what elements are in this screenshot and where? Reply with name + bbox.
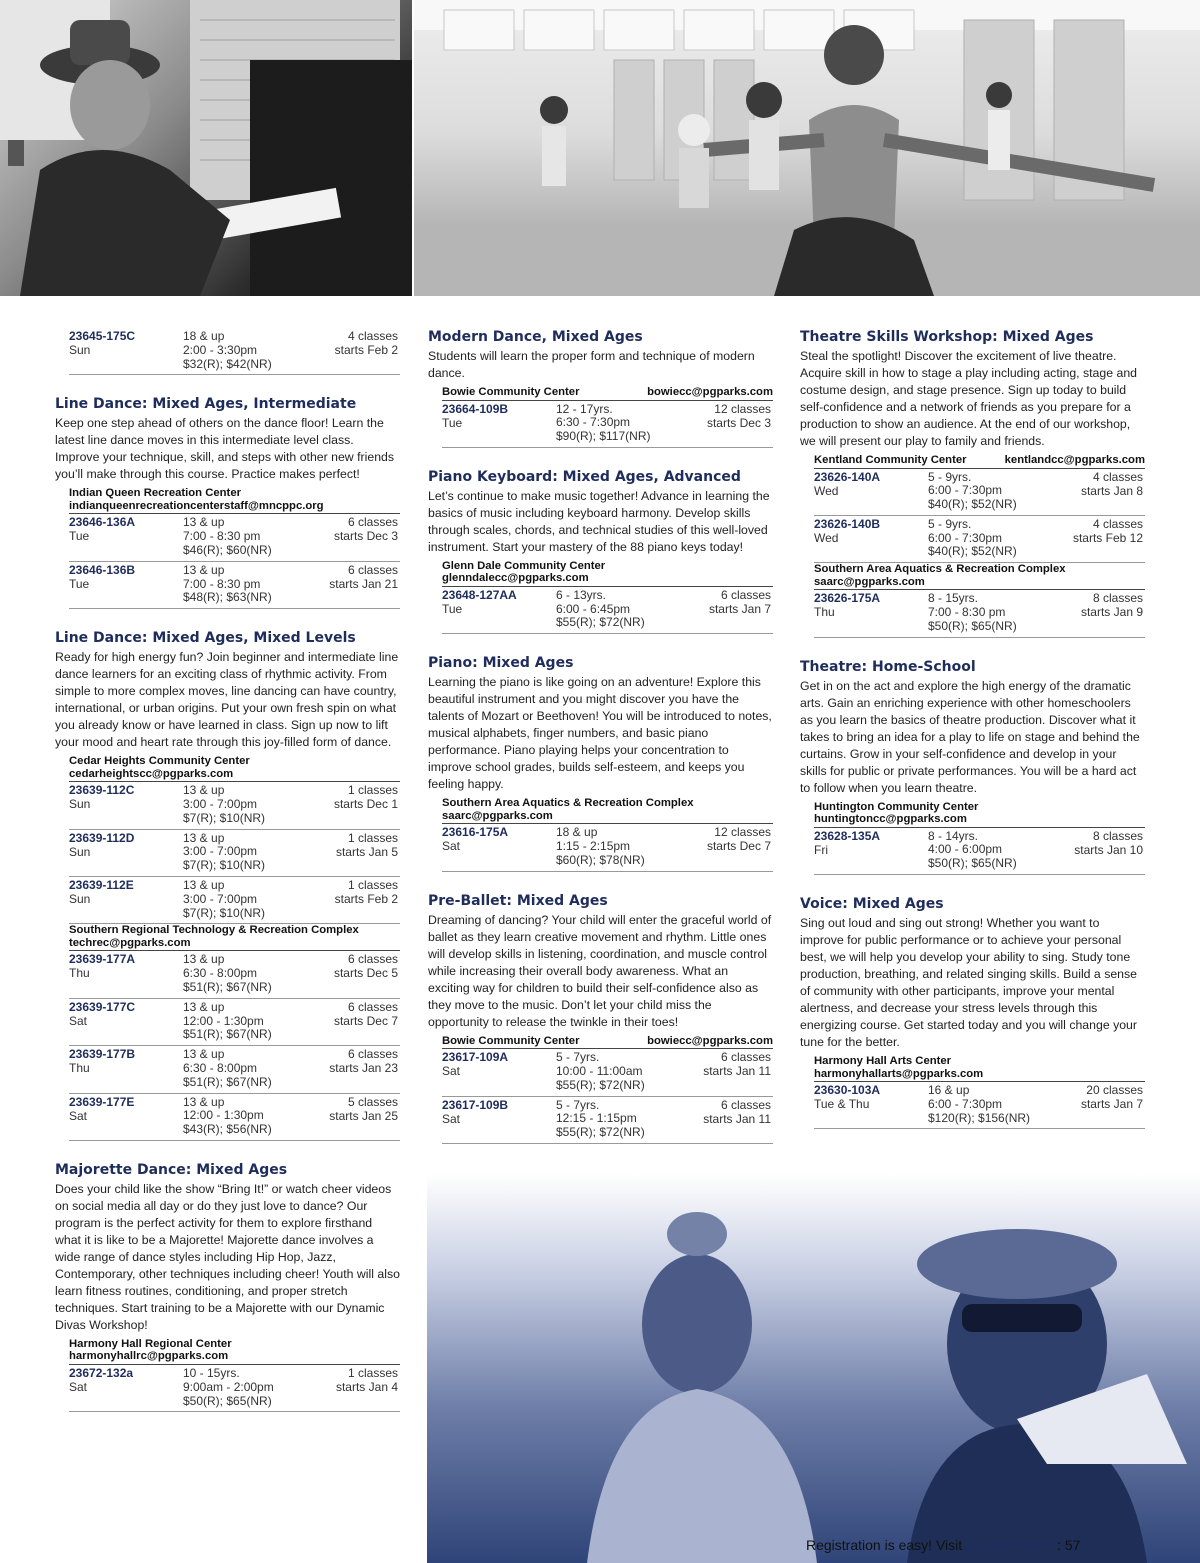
course-block: [800, 895, 1145, 1129]
session-start-date: starts Jan 11: [703, 1111, 771, 1126]
course-description: Does your child like the show “Bring It!” or watch cheer videos on social media all day or do they just love to dance? Our program is the perfect activity for them to explore firsthand what it is like to be a Majorette! Majorette dance involves a wide range of dance styles including Hip Hop, Jazz, Contemporary, other techniques including cheer! Youth will also learn fitness routines, conditioning, and proper stretch techniques. Start training to be a Majorette with our Dynamic Divas Workshop!: [55, 1181, 400, 1332]
course-block: [55, 629, 400, 1141]
session-time: 6:00 - 7:30pm: [928, 530, 1003, 545]
session-row: [69, 782, 400, 829]
course-code: 23646-136B: [69, 562, 136, 577]
session-start-date: starts Jan 21: [329, 576, 398, 591]
session-ages: 13 & up: [183, 1047, 225, 1062]
session-row: [69, 328, 400, 375]
location-header: [69, 755, 400, 782]
session-day: Sat: [442, 839, 461, 854]
location-name: Huntington Community Center: [814, 800, 979, 813]
column-left: [55, 328, 400, 1432]
course-description: Let’s continue to make music together! Advance in learning the basics of music including keyboard harmony. Develop skills through scales, chords, and technical studies of this well-loved instrument. Start your mastery of the 88 piano keys today!: [428, 488, 770, 554]
location-email[interactable]: saarc@pgparks.com: [814, 575, 925, 588]
course-title: Piano Keyboard: Mixed Ages, Advanced: [428, 468, 741, 485]
course-description: Dreaming of dancing? Your child will enter the graceful world of ballet as they learn creative movement and rhythm. Little ones will develop skills in listening, coordination, and muscle control while increasing their overall body awareness. What an exciting way for children to build their self-confidence also as they move to the music. Don’t let your child miss the opportunity to release the twinkle in their toes!: [428, 912, 772, 1029]
session-day: Thu: [814, 605, 835, 620]
course-title: Theatre Skills Workshop: Mixed Ages: [800, 329, 1094, 345]
course-code: 23639-112C: [69, 783, 135, 798]
session-day: Sun: [69, 844, 91, 859]
column-middle: [428, 328, 773, 1164]
session-row: [69, 1365, 400, 1412]
session-time: 9:00am - 2:00pm: [183, 1379, 274, 1394]
session-day: Thu: [69, 1061, 90, 1076]
course-code: 23645-175C: [69, 329, 136, 343]
session-start-date: starts Dec 5: [333, 966, 398, 981]
session-ages: 8 - 14yrs.: [928, 828, 979, 843]
course-block: [800, 658, 1145, 875]
session-time: 6:00 - 7:30pm: [928, 1096, 1003, 1111]
session-ages: 13 & up: [183, 952, 225, 967]
course-code: 23672-132a: [69, 1365, 134, 1380]
session-class-count: 1 classes: [347, 877, 398, 892]
location-header: [814, 454, 1145, 469]
session-ages: 8 - 15yrs.: [928, 591, 979, 606]
course-code: 23639-177C: [69, 999, 136, 1014]
page-footer: Registration is easy! Visit pgparks.com : 57: [806, 1537, 1081, 1553]
course-code: 23646-136A: [69, 515, 136, 530]
session-time: 7:00 - 8:30 pm: [183, 576, 261, 591]
session-start-date: starts Jan 7: [708, 601, 771, 616]
location-email[interactable]: techrec@pgparks.com: [69, 936, 191, 949]
session-class-count: 8 classes: [1092, 591, 1143, 606]
session-ages: 13 & up: [183, 515, 225, 530]
session-time: 3:00 - 7:00pm: [183, 796, 258, 811]
course-description: Get in on the act and explore the high energy of the dramatic arts. Gain an enriching experience with other homeschoolers as you learn the basics of theatre production. Discover what it takes to bring an idea for a play to life on stage and behind the curtains. Grow in your self-confidence and develop in your skills for public or private performances. You will be a hard act to follow when you learn theatre.: [800, 678, 1140, 795]
location-email[interactable]: harmonyhallrc@pgparks.com: [69, 1350, 229, 1363]
session-time: 12:00 - 1:30pm: [183, 1013, 264, 1028]
session-day: Sun: [69, 797, 91, 812]
course-title: Line Dance: Mixed Ages, Mixed Levels: [55, 630, 356, 647]
session-day: Sun: [69, 891, 91, 906]
session-fee: $50(R); $65(NR): [183, 1393, 272, 1408]
session-start-date: starts Jan 25: [329, 1108, 398, 1123]
session-fee: $55(R); $72(NR): [556, 615, 645, 630]
session-time: 7:00 - 8:30 pm: [183, 529, 261, 544]
session-row: [69, 830, 400, 877]
session-start-date: starts Jan 5: [335, 844, 398, 859]
page-number: 57: [1064, 1537, 1081, 1553]
session-row: [814, 828, 1145, 875]
session-start-date: starts Feb 2: [334, 891, 398, 906]
course-description: Keep one step ahead of others on the dance floor! Learn the latest line dance moves in this intermediate level class. Improve your technique, skill, and steps with other new friends you’ll make through this course. Practice makes perfect!: [55, 416, 395, 482]
footer-url[interactable]: pgparks.com: [966, 1537, 1054, 1553]
footer-text: Registration is easy! Visit: [806, 1537, 967, 1553]
session-ages: 13 & up: [183, 562, 225, 577]
session-time: 3:00 - 7:00pm: [183, 844, 258, 859]
session-row: [442, 587, 773, 634]
session-fee: $40(R); $52(NR): [928, 544, 1017, 559]
session-row: [814, 469, 1145, 516]
session-fee: $48(R); $63(NR): [183, 590, 272, 605]
session-class-count: 6 classes: [347, 952, 398, 967]
session-ages: 18 & up: [183, 329, 225, 343]
session-class-count: 6 classes: [347, 999, 398, 1014]
session-start-date: starts Jan 8: [1080, 483, 1143, 498]
session-row: [69, 877, 400, 924]
location-header: [442, 797, 773, 824]
session-fee: $120(R); $156(NR): [928, 1110, 1031, 1125]
location-header: [69, 487, 400, 514]
course-title: Majorette Dance: Mixed Ages: [55, 1161, 288, 1178]
location-name: Southern Area Aquatics & Recreation Complex: [442, 797, 694, 810]
course-description: Sing out loud and sing out strong! Whether you want to improve for public performance or to achieve your personal best, we will help you develop your ability to sing. Study tone production, breathing, and related singing skills. Build a sense of community with other participants, improve your mental alertness, and decrease your stress levels through this energizing course. Get started today and you will change your tune for the better.: [800, 916, 1138, 1050]
session-time: 6:00 - 7:30pm: [928, 483, 1003, 498]
location-email[interactable]: indianqueenrecreationcenterstaff@mncppc.org: [69, 499, 324, 512]
session-day: Sat: [442, 1064, 461, 1079]
session-time: 12:00 - 1:30pm: [183, 1108, 264, 1123]
session-start-date: starts Jan 23: [329, 1061, 398, 1076]
location-email[interactable]: saarc@pgparks.com: [442, 809, 553, 822]
session-class-count: 6 classes: [347, 562, 398, 577]
location-name: Kentland Community Center: [814, 454, 967, 466]
session-class-count: 1 classes: [347, 830, 398, 845]
session-start-date: starts Jan 7: [1080, 1097, 1143, 1112]
course-code: 23626-140A: [814, 469, 881, 484]
session-class-count: 4 classes: [347, 329, 398, 343]
session-day: Tue: [69, 529, 90, 544]
session-fee: $60(R); $78(NR): [556, 852, 645, 867]
session-row: [442, 1049, 773, 1096]
course-block: [428, 654, 773, 871]
piano-photo-illustration: [0, 0, 412, 296]
course-code: 23626-175A: [814, 591, 881, 606]
session-fee: $55(R); $72(NR): [556, 1125, 645, 1140]
session-class-count: 1 classes: [347, 783, 398, 798]
course-block: [800, 328, 1145, 638]
session-row: [814, 516, 1145, 563]
location-header: [442, 1035, 773, 1050]
session-row: [69, 999, 400, 1046]
session-fee: $7(R); $10(NR): [183, 905, 266, 920]
course-block: [428, 892, 773, 1144]
location-email[interactable]: cedarheightscc@pgparks.com: [69, 767, 234, 780]
location-header: [69, 1338, 400, 1365]
location-header: [814, 1055, 1145, 1082]
session-time: 6:00 - 6:45pm: [556, 601, 631, 616]
course-code: 23639-177A: [69, 952, 136, 967]
session-day: Thu: [69, 966, 90, 981]
session-start-date: starts Dec 3: [333, 529, 398, 544]
course-code: 23616-175A: [442, 825, 509, 840]
session-ages: 5 - 9yrs.: [928, 516, 972, 531]
session-day: Tue: [442, 415, 463, 430]
session-fee: $32(R); $42(NR): [183, 356, 272, 371]
session-start-date: starts Jan 9: [1080, 605, 1143, 620]
session-day: Wed: [814, 483, 839, 498]
session-day: Sat: [442, 1111, 461, 1126]
session-ages: 13 & up: [183, 877, 225, 892]
location-name: Harmony Hall Regional Center: [69, 1337, 232, 1350]
session-ages: 13 & up: [183, 830, 225, 845]
session-fee: $55(R); $72(NR): [556, 1077, 645, 1092]
session-row: [69, 951, 400, 998]
session-row: [814, 1082, 1145, 1129]
session-class-count: 4 classes: [1092, 469, 1143, 484]
session-time: 12:15 - 1:15pm: [556, 1111, 637, 1126]
session-fee: $7(R); $10(NR): [183, 858, 266, 873]
column-right: [800, 328, 1145, 1149]
session-fee: $46(R); $60(NR): [183, 542, 272, 557]
session-ages: 5 - 7yrs.: [556, 1050, 600, 1065]
dance-photo-illustration: [414, 0, 1200, 296]
session-class-count: 8 classes: [1092, 828, 1143, 843]
location-email[interactable]: glenndalecc@pgparks.com: [442, 572, 589, 585]
session-fee: $51(R); $67(NR): [183, 1074, 272, 1089]
course-code: 23628-135A: [814, 828, 881, 843]
session-start-date: starts Dec 7: [706, 839, 771, 854]
course-code: 23664-109B: [442, 401, 509, 416]
course-block: [428, 468, 773, 634]
dance-class-photo: [414, 0, 1200, 296]
course-code: 23630-103A: [814, 1083, 881, 1098]
session-fee: $50(R); $65(NR): [928, 856, 1017, 871]
course-description: Ready for high energy fun? Join beginner and intermediate line dance learners for an exciting class of rhythmic activity. From simple to more complex moves, line dancing can have country, international, or urban origins. Put your own fresh spin on what you already know or have learned in class. Sign up now to lift your mood and heart rate through this joy-filled form of dance.: [55, 650, 399, 750]
session-row: [442, 1097, 773, 1144]
session-start-date: starts Feb 12: [1072, 530, 1143, 545]
session-fee: $43(R); $56(NR): [183, 1122, 272, 1137]
location-header: [442, 386, 773, 401]
session-day: Sat: [69, 1108, 88, 1123]
session-ages: 5 - 9yrs.: [928, 469, 972, 484]
session-class-count: 6 classes: [347, 515, 398, 530]
session-time: 4:00 - 6:00pm: [928, 842, 1003, 857]
session-class-count: 12 classes: [714, 825, 771, 840]
location-name: Southern Regional Technology & Recreation Complex: [69, 924, 359, 937]
session-day: Tue: [69, 576, 90, 591]
course-block: [55, 328, 400, 375]
course-title: Theatre: Home-School: [800, 658, 976, 675]
session-class-count: 5 classes: [347, 1094, 398, 1109]
location-name: Indian Queen Recreation Center: [69, 487, 242, 500]
location-name: Southern Area Aquatics & Recreation Complex: [814, 563, 1066, 576]
session-class-count: 6 classes: [720, 1050, 771, 1065]
location-row: [442, 386, 773, 399]
session-class-count: 6 classes: [347, 1047, 398, 1062]
session-ages: 5 - 7yrs.: [556, 1097, 600, 1112]
session-start-date: starts Jan 4: [335, 1379, 398, 1394]
course-title: Line Dance: Mixed Ages, Intermediate: [55, 396, 357, 413]
course-code: 23639-177B: [69, 1047, 136, 1062]
session-start-date: starts Dec 1: [333, 797, 398, 812]
session-ages: 10 - 15yrs.: [183, 1365, 240, 1380]
session-row: [442, 824, 773, 871]
session-day: Tue: [442, 601, 463, 616]
course-title: Pre-Ballet: Mixed Ages: [428, 892, 608, 909]
voice-class-photo: [427, 1174, 1200, 1563]
course-title: Voice: Mixed Ages: [800, 896, 944, 913]
course-description: Learning the piano is like going on an adventure! Explore this beautiful instrument and you might discover you have the talents of Mozart or Beethoven! You will be introduced to notes, musical alphabets, finger numbers, and basic piano performance. Piano playing helps your concentration to improve school grades, builds self-esteem, and keeps you feeling happy.: [428, 675, 772, 792]
course-block: [55, 395, 400, 609]
session-row: [69, 1094, 400, 1141]
course-code: 23648-127AA: [442, 587, 517, 602]
location-email[interactable]: huntingtoncc@pgparks.com: [814, 813, 967, 826]
session-class-count: 12 classes: [714, 401, 771, 416]
location-row: [442, 1035, 773, 1048]
session-row: [69, 562, 400, 609]
session-fee: $50(R); $65(NR): [928, 618, 1017, 633]
session-day: Fri: [814, 842, 828, 857]
location-name: Harmony Hall Arts Center: [814, 1055, 952, 1068]
session-ages: 13 & up: [183, 1094, 225, 1109]
location-name: Bowie Community Center: [442, 1034, 580, 1047]
session-time: 7:00 - 8:30 pm: [928, 605, 1006, 620]
course-code: 23617-109B: [442, 1097, 509, 1112]
session-ages: 13 & up: [183, 999, 225, 1014]
location-header: [442, 560, 773, 587]
location-email[interactable]: bowiecc@pgparks.com: [647, 386, 773, 398]
session-fee: $90(R); $117(NR): [556, 429, 651, 444]
session-row: [442, 401, 773, 448]
session-time: 6:30 - 7:30pm: [556, 415, 631, 430]
location-email[interactable]: harmonyhallarts@pgparks.com: [814, 1067, 984, 1080]
session-start-date: starts Jan 10: [1074, 842, 1143, 857]
location-name: Glenn Dale Community Center: [442, 559, 606, 572]
session-day: Sat: [69, 1013, 88, 1028]
location-email[interactable]: kentlandcc@pgparks.com: [1004, 454, 1145, 466]
session-fee: $51(R); $67(NR): [183, 979, 272, 994]
course-code: 23639-112D: [69, 830, 135, 845]
location-name: Bowie Community Center: [442, 386, 580, 398]
session-day: Sun: [69, 343, 91, 357]
course-description: Steal the spotlight! Discover the excitement of live theatre. Acquire skill in how to stage a play including acting, stage and costume design, and stage presence. Sign up today to build self-confidence and a network of friends as you prepare for a production to show an audience. At the end of our workshop, we will present our play to family and friends.: [800, 349, 1137, 448]
session-start-date: starts Jan 11: [703, 1064, 771, 1079]
location-header: [814, 563, 1145, 590]
course-title: Piano: Mixed Ages: [428, 655, 574, 672]
session-time: 6:30 - 8:00pm: [183, 966, 258, 981]
course-title: Modern Dance, Mixed Ages: [428, 329, 643, 345]
session-row: [69, 1046, 400, 1093]
session-class-count: 20 classes: [1086, 1083, 1143, 1098]
session-start-date: starts Feb 2: [334, 343, 398, 357]
session-start-date: starts Dec 3: [706, 415, 771, 430]
session-day: Sat: [69, 1379, 88, 1394]
course-block: [428, 328, 773, 448]
session-ages: 6 - 13yrs.: [556, 587, 607, 602]
session-start-date: starts Dec 7: [333, 1013, 398, 1028]
session-fee: $51(R); $67(NR): [183, 1027, 272, 1042]
session-time: 1:15 - 2:15pm: [556, 839, 631, 854]
location-header: [69, 924, 400, 951]
course-code: 23639-177E: [69, 1094, 135, 1109]
session-time: 6:30 - 8:00pm: [183, 1060, 258, 1075]
session-ages: 18 & up: [556, 825, 598, 840]
session-time: 2:00 - 3:30pm: [183, 342, 258, 357]
piano-player-photo: [0, 0, 412, 296]
session-fee: $40(R); $52(NR): [928, 497, 1017, 512]
course-code: 23639-112E: [69, 877, 134, 892]
session-time: 10:00 - 11:00am: [556, 1063, 643, 1078]
course-code: 23626-140B: [814, 516, 881, 531]
course-block: [55, 1161, 400, 1412]
session-class-count: 6 classes: [720, 1097, 771, 1112]
session-class-count: 4 classes: [1092, 516, 1143, 531]
session-row: [814, 590, 1145, 637]
course-code: 23617-109A: [442, 1050, 509, 1065]
location-header: [814, 801, 1145, 828]
session-fee: $7(R); $10(NR): [183, 810, 266, 825]
session-day: Tue & Thu: [814, 1097, 870, 1112]
session-row: [69, 514, 400, 561]
voice-photo-illustration: [427, 1174, 1200, 1563]
session-class-count: 6 classes: [720, 587, 771, 602]
session-ages: 13 & up: [183, 783, 225, 798]
location-name: Cedar Heights Community Center: [69, 755, 250, 768]
session-ages: 12 - 17yrs.: [556, 401, 613, 416]
course-description: Students will learn the proper form and technique of modern dance.: [428, 349, 755, 380]
session-ages: 16 & up: [928, 1083, 970, 1098]
location-row: [814, 454, 1145, 467]
session-day: Wed: [814, 530, 839, 545]
location-email[interactable]: bowiecc@pgparks.com: [647, 1034, 773, 1047]
session-time: 3:00 - 7:00pm: [183, 891, 258, 906]
session-class-count: 1 classes: [347, 1365, 398, 1380]
